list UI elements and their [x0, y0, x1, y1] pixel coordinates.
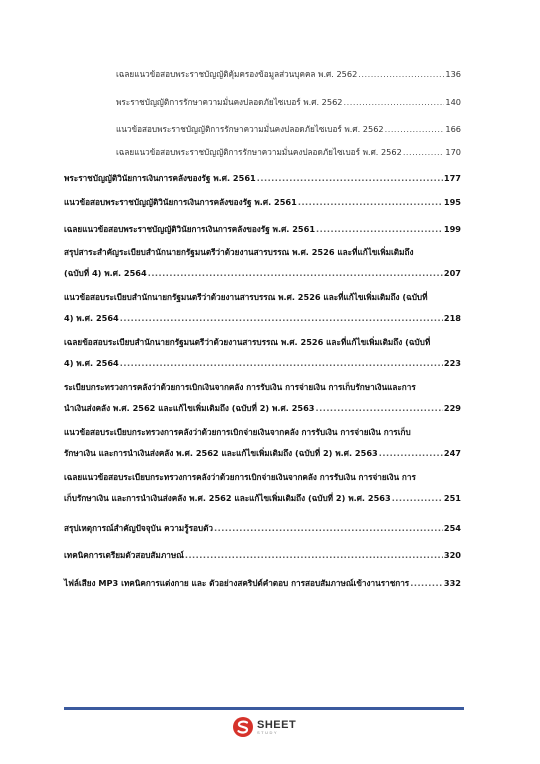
toc-sub-entry[interactable] — [116, 68, 461, 80]
toc-page-number: 199 — [443, 224, 461, 234]
toc-entry[interactable] — [64, 172, 461, 184]
toc-sub-entry[interactable] — [116, 96, 461, 108]
dot-leader — [120, 312, 443, 324]
toc-entry[interactable] — [64, 196, 461, 208]
dot-leader — [315, 402, 442, 414]
toc-entry-title-cont: 4) พ.ศ. 2564 — [64, 358, 119, 368]
dot-leader — [316, 223, 443, 235]
toc-entry[interactable] — [64, 522, 461, 534]
toc-page-number: 251 — [443, 493, 461, 503]
toc-entry-title: เฉลยข้อสอบระเบียบสำนักนายกรัฐมนตรีว่าด้วยงานสารบรรณ พ.ศ. 2526 และที่แก้ไขเพิ่มเติมถึง (ฉบับที่ — [64, 337, 431, 347]
toc-page-number: 166 — [445, 124, 461, 134]
dot-leader — [403, 146, 445, 158]
toc-entry-title: พระราชบัญญัติวินัยการเงินการคลังของรัฐ พ.ศ. 2561 — [64, 173, 256, 183]
dot-leader — [379, 447, 443, 459]
sheet-study-logo — [232, 716, 296, 738]
toc-entry-title: แนวข้อสอบระเบียบกระทรวงการคลังว่าด้วยการเบิกจ่ายเงินจากคลัง การรับเงิน การจ่ายเงิน การเก็บ — [64, 427, 411, 437]
dot-leader — [358, 68, 444, 80]
dot-leader — [298, 196, 443, 208]
toc-page-number: 229 — [443, 403, 461, 413]
dot-leader — [410, 577, 443, 589]
toc-entry-title: สรุปสาระสำคัญระเบียบสำนักนายกรัฐมนตรีว่าด้วยงานสารบรรณ พ.ศ. 2526 และที่แก้ไขเพิ่มเติมถึง — [64, 247, 414, 257]
toc-entry-title-cont: รักษาเงิน และการนำเงินส่งคลัง พ.ศ. 2562 และแก้ไขเพิ่มเติมถึง (ฉบับที่ 2) พ.ศ. 2563 — [64, 448, 378, 458]
toc-page-number: 170 — [445, 147, 461, 157]
dot-leader — [148, 267, 443, 279]
toc-page-number: 140 — [445, 97, 461, 107]
toc-entry-title-cont: 4) พ.ศ. 2564 — [64, 313, 119, 323]
logo-subtext: STUDY — [257, 730, 279, 735]
toc-entry-title: เฉลยแนวข้อสอบพระราชบัญญัติการรักษาความมั่นคงปลอดภัยไซเบอร์ พ.ศ. 2562 — [116, 147, 402, 157]
toc-entry[interactable] — [64, 577, 461, 589]
toc-page-number: 320 — [443, 550, 461, 560]
toc-entry-title: แนวข้อสอบระเบียบสำนักนายกรัฐมนตรีว่าด้วยงานสารบรรณ พ.ศ. 2526 และที่แก้ไขเพิ่มเติมถึง (ฉบับที่ — [64, 292, 428, 302]
dot-leader — [214, 522, 443, 534]
toc-entry-title: เฉลยแนวข้อสอบพระราชบัญญัติวินัยการเงินการคลังของรัฐ พ.ศ. 2561 — [64, 224, 316, 234]
toc-entry[interactable] — [64, 336, 461, 369]
toc-entry[interactable] — [64, 426, 461, 459]
dot-leader — [385, 123, 445, 135]
dot-leader — [120, 357, 443, 369]
toc-page-number: 247 — [443, 448, 461, 458]
toc-page-number: 136 — [445, 69, 461, 79]
toc-entry-title: เทคนิคการเตรียมตัวสอบสัมภาษณ์ — [64, 550, 184, 560]
toc-sub-entry[interactable] — [116, 123, 461, 135]
toc-entry[interactable] — [64, 223, 461, 235]
toc-entry[interactable] — [64, 549, 461, 561]
toc-entry[interactable] — [64, 291, 461, 324]
toc-entry-title: เฉลยแนวข้อสอบระเบียบกระทรวงการคลังว่าด้วยการเบิกจ่ายเงินจากคลัง การรับเงิน การจ่ายเงิน การ — [64, 472, 416, 482]
toc-entry[interactable] — [64, 381, 461, 414]
dot-leader — [257, 172, 443, 184]
toc-entry-title-cont: เก็บรักษาเงิน และการนำเงินส่งคลัง พ.ศ. 2562 และแก้ไขเพิ่มเติมถึง (ฉบับที่ 2) พ.ศ. 2563 — [64, 493, 391, 503]
toc-entry-title: สรุปเหตุการณ์สำคัญปัจจุบัน ความรู้รอบตัว — [64, 523, 214, 533]
toc-page-number: 207 — [443, 268, 461, 278]
toc-page-number: 195 — [443, 197, 461, 207]
toc-entry-title: แนวข้อสอบพระราชบัญญัติวินัยการเงินการคลังของรัฐ พ.ศ. 2561 — [64, 197, 297, 207]
toc-entry[interactable] — [64, 246, 461, 279]
footer-divider — [64, 707, 464, 710]
toc-page-number: 218 — [443, 313, 461, 323]
dot-leader — [185, 549, 443, 561]
toc-entry-title: ระเบียบกระทรวงการคลังว่าด้วยการเบิกเงินจากคลัง การรับเงิน การจ่ายเงิน การเก็บรักษาเงินและการ — [64, 382, 416, 392]
toc-page-number: 223 — [443, 358, 461, 368]
toc-entry-title-cont: นำเงินส่งคลัง พ.ศ. 2562 และแก้ไขเพิ่มเติมถึง (ฉบับที่ 2) พ.ศ. 2563 — [64, 403, 315, 413]
dot-leader — [392, 492, 443, 504]
logo-s-icon — [232, 716, 254, 738]
toc-entry[interactable] — [64, 471, 461, 504]
toc-sub-entry[interactable] — [116, 146, 461, 158]
toc-page-number: 332 — [443, 578, 461, 588]
logo-text: SHEET — [257, 719, 297, 731]
dot-leader — [344, 96, 445, 108]
toc-entry-title: ไฟล์เสียง MP3 เทคนิคการแต่งกาย และ ตัวอย่างสคริปต์คำตอบ การสอบสัมภาษณ์เข้างานราชการ — [64, 578, 410, 588]
toc-entry-title: แนวข้อสอบพระราชบัญญัติการรักษาความมั่นคงปลอดภัยไซเบอร์ พ.ศ. 2562 — [116, 124, 384, 134]
toc-entry-title: เฉลยแนวข้อสอบพระราชบัญญัติคุ้มครองข้อมูลส่วนบุคคล พ.ศ. 2562 — [116, 69, 358, 79]
toc-entry-title-cont: (ฉบับที่ 4) พ.ศ. 2564 — [64, 268, 147, 278]
toc-page-number: 254 — [443, 523, 461, 533]
toc-entry-title: พระราชบัญญัติการรักษาความมั่นคงปลอดภัยไซเบอร์ พ.ศ. 2562 — [116, 97, 343, 107]
toc-page-number: 177 — [443, 173, 461, 183]
